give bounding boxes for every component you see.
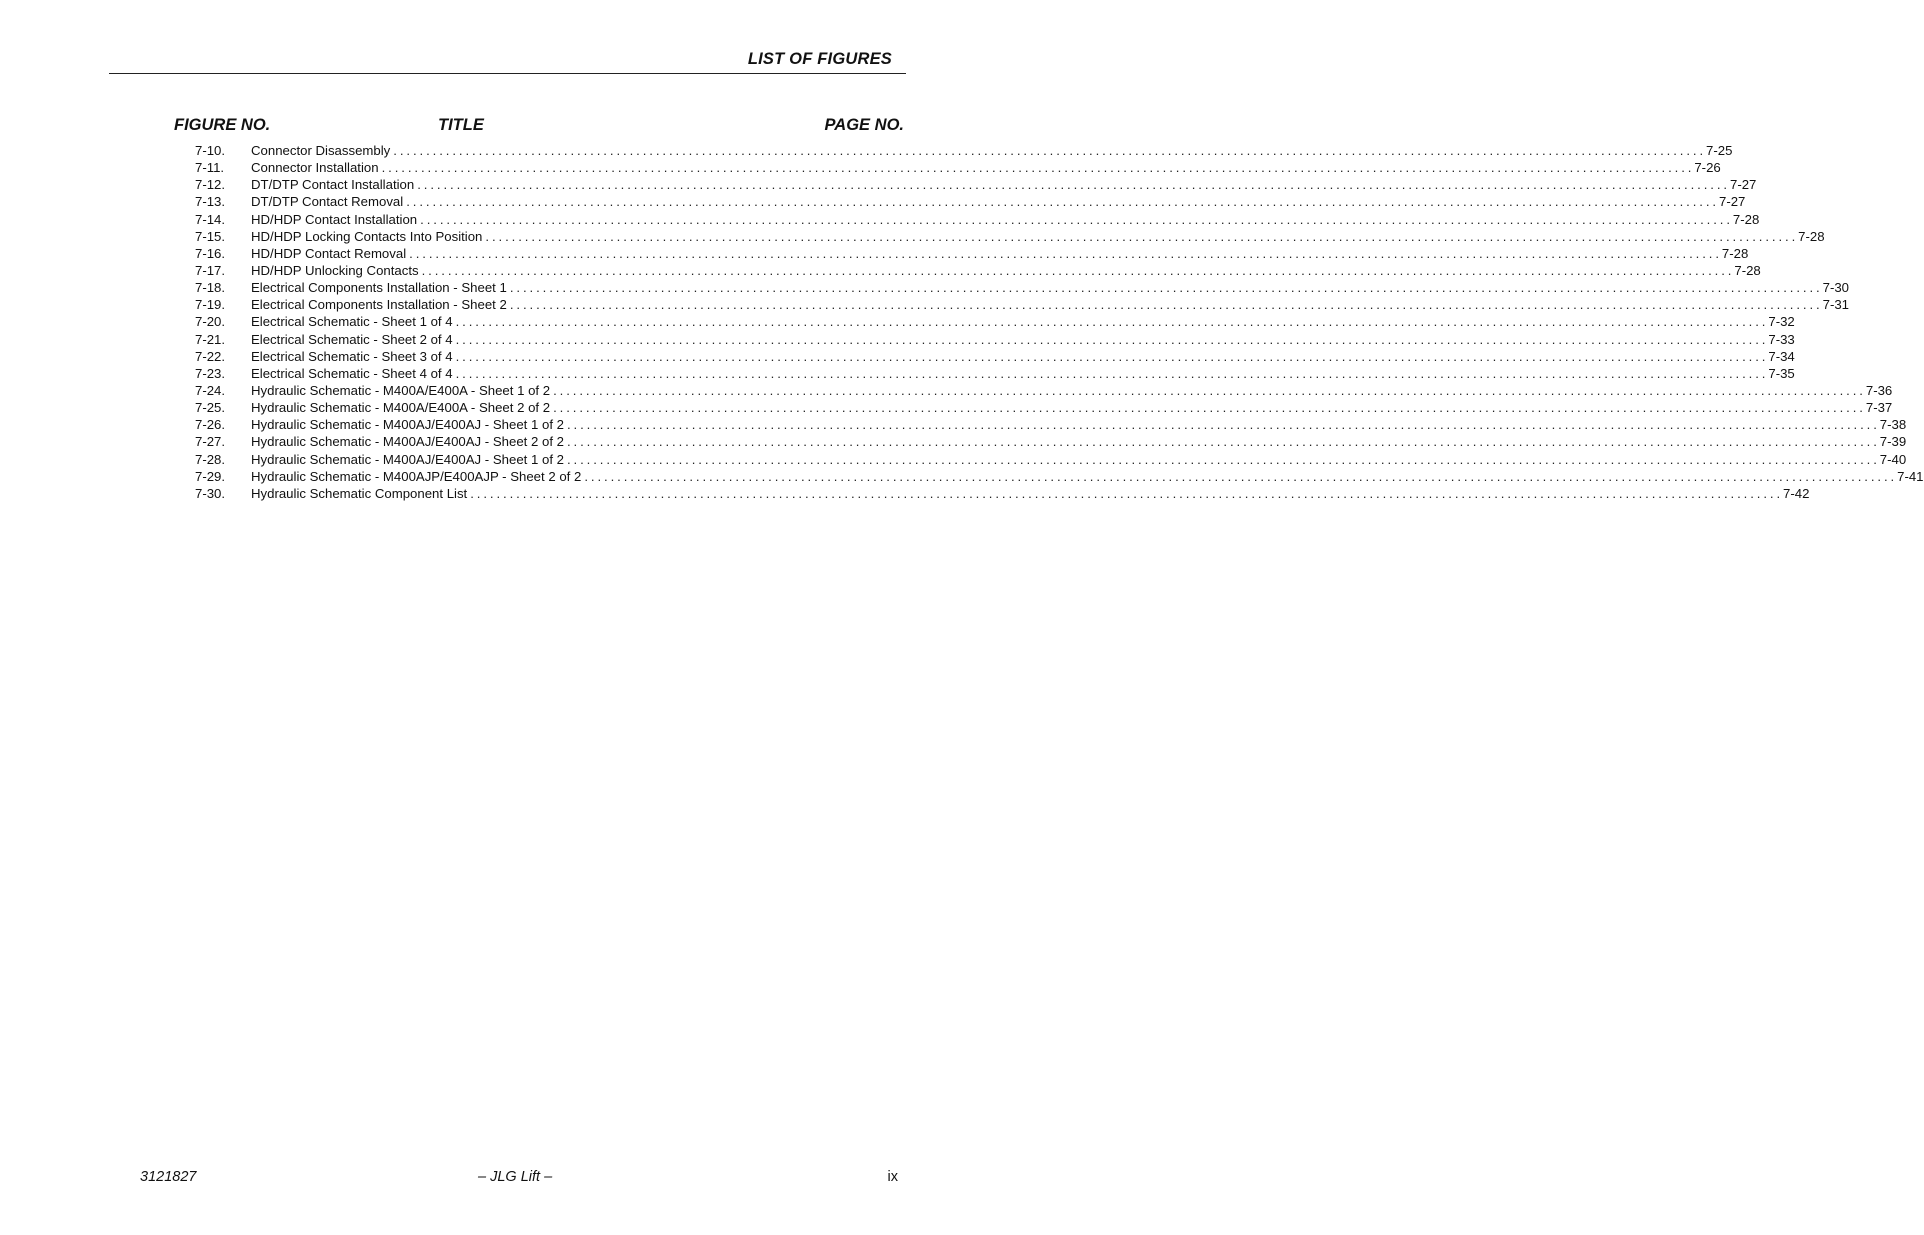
figure-entry[interactable]: [195, 314, 1795, 331]
figure-number: 7-19.: [195, 297, 226, 313]
figure-entry[interactable]: [195, 451, 1907, 469]
figure-entry[interactable]: [195, 485, 1810, 503]
figure-page-number: 7-33: [1768, 331, 1795, 347]
figure-number: 7-13.: [195, 194, 226, 210]
dot-leader: ........................................................................................................................................................................................................: [455, 348, 1769, 364]
figure-entry[interactable]: [195, 280, 1850, 297]
figure-page-number: 7-26: [1694, 160, 1721, 176]
figure-page-number: 7-28: [1721, 245, 1749, 261]
figure-number: 7-28.: [195, 451, 226, 467]
figure-title: Hydraulic Schematic - M400AJ/E400AJ - Sheet 2 of 2: [251, 434, 564, 450]
figure-entry[interactable]: [195, 382, 1893, 400]
figure-page-number: 7-38: [1879, 417, 1907, 433]
figure-title: Electrical Schematic - Sheet 1 of 4: [251, 314, 453, 330]
figure-number: 7-15.: [195, 228, 226, 244]
figure-page-number: 7-27: [1718, 194, 1746, 210]
figure-number: 7-17.: [195, 262, 226, 278]
figure-number: 7-14.: [195, 211, 226, 227]
figure-entry[interactable]: [195, 468, 1924, 486]
figure-number: 7-12.: [195, 177, 226, 193]
figure-page-number: 7-42: [1783, 485, 1810, 501]
figure-title: Electrical Schematic - Sheet 2 of 4: [251, 331, 453, 347]
figure-title: HD/HDP Unlocking Contacts: [251, 262, 419, 278]
figure-page-number: 7-35: [1768, 365, 1795, 381]
dot-leader: ........................................................................................................................................................................................................: [509, 297, 1823, 313]
figure-page-number: 7-27: [1729, 177, 1757, 193]
figure-list: [195, 143, 1924, 503]
figure-title: Electrical Schematic - Sheet 4 of 4: [251, 365, 453, 381]
figure-title: Electrical Schematic - Sheet 3 of 4: [251, 348, 453, 364]
figure-number: 7-24.: [195, 382, 226, 398]
dot-leader: ........................................................................................................................................................................................................: [381, 160, 1695, 176]
figure-page-number: 7-31: [1822, 297, 1850, 313]
figure-title: Hydraulic Schematic - M400AJ/E400AJ - Sheet 1 of 2: [251, 451, 564, 467]
figure-title: Hydraulic Schematic Component List: [251, 485, 468, 501]
figure-page-number: 7-28: [1798, 228, 1825, 244]
header-divider: [109, 73, 906, 74]
figure-entry[interactable]: [195, 160, 1721, 177]
dot-leader: ........................................................................................................................................................................................................: [455, 331, 1769, 347]
dot-leader: ........................................................................................................................................................................................................: [406, 194, 1719, 210]
figure-title: HD/HDP Locking Contacts Into Position: [251, 228, 483, 244]
footer-doc-number: 3121827: [140, 1169, 197, 1185]
dot-leader: ........................................................................................................................................................................................................: [509, 280, 1823, 296]
figure-entry[interactable]: [195, 400, 1893, 417]
figure-page-number: 7-30: [1822, 280, 1850, 296]
figure-page-number: 7-41: [1897, 468, 1924, 484]
figure-entry[interactable]: [195, 177, 1757, 194]
figure-entry[interactable]: [195, 297, 1850, 314]
dot-leader: ........................................................................................................................................................................................................: [485, 228, 1799, 244]
figure-page-number: 7-39: [1879, 434, 1907, 450]
figure-page-number: 7-37: [1865, 400, 1893, 416]
footer-page-number: ix: [887, 1169, 898, 1185]
figure-page-number: 7-40: [1879, 451, 1907, 467]
figure-number: 7-20.: [195, 314, 226, 330]
figure-page-number: 7-34: [1768, 348, 1795, 364]
figure-entry[interactable]: [195, 331, 1795, 349]
figure-page-number: 7-36: [1865, 382, 1893, 398]
figure-entry[interactable]: [195, 348, 1795, 366]
dot-leader: ........................................................................................................................................................................................................: [553, 382, 1866, 398]
figure-title: DT/DTP Contact Installation: [251, 177, 415, 193]
figure-number: 7-22.: [195, 348, 226, 364]
figure-number: 7-23.: [195, 365, 226, 381]
figure-title: Hydraulic Schematic - M400A/E400A - Sheet 1 of 2: [251, 382, 551, 398]
dot-leader: ........................................................................................................................................................................................................: [584, 468, 1898, 484]
dot-leader: ........................................................................................................................................................................................................: [566, 434, 1880, 450]
column-header-page-no: PAGE NO.: [824, 116, 904, 134]
figure-number: 7-30.: [195, 485, 226, 501]
figure-title: Hydraulic Schematic - M400AJ/E400AJ - Sheet 1 of 2: [251, 417, 564, 433]
figure-number: 7-21.: [195, 331, 226, 347]
figure-page-number: 7-25: [1706, 143, 1733, 158]
dot-leader: ........................................................................................................................................................................................................: [393, 143, 1707, 158]
dot-leader: ........................................................................................................................................................................................................: [455, 365, 1769, 381]
figure-entry[interactable]: [195, 245, 1749, 263]
figure-number: 7-11.: [195, 160, 225, 176]
figure-entry[interactable]: [195, 434, 1907, 451]
dot-leader: ........................................................................................................................................................................................................: [566, 417, 1880, 433]
dot-leader: ........................................................................................................................................................................................................: [421, 262, 1735, 278]
figure-entry[interactable]: [195, 417, 1907, 434]
figure-number: 7-25.: [195, 400, 226, 416]
page-header-title: LIST OF FIGURES: [747, 50, 892, 68]
dot-leader: ........................................................................................................................................................................................................: [470, 485, 1784, 501]
figure-title: Electrical Components Installation - Sheet 1: [251, 280, 507, 296]
figure-title: DT/DTP Contact Removal: [251, 194, 404, 210]
dot-leader: ........................................................................................................................................................................................................: [409, 245, 1722, 261]
figure-number: 7-26.: [195, 417, 226, 433]
figure-number: 7-18.: [195, 280, 226, 296]
figure-entry[interactable]: [195, 228, 1825, 246]
figure-title: Hydraulic Schematic - M400A/E400A - Sheet 2 of 2: [251, 400, 551, 416]
figure-entry[interactable]: [195, 211, 1760, 229]
figure-number: 7-29.: [195, 468, 226, 484]
dot-leader: ........................................................................................................................................................................................................: [420, 211, 1733, 227]
figure-number: 7-27.: [195, 434, 226, 450]
figure-entry[interactable]: [195, 365, 1795, 383]
figure-title: Connector Installation: [251, 160, 379, 176]
figure-entry[interactable]: [195, 194, 1746, 211]
figure-number: 7-10.: [195, 143, 226, 158]
dot-leader: ........................................................................................................................................................................................................: [455, 314, 1769, 330]
figure-page-number: 7-28: [1734, 262, 1761, 278]
figure-title: Hydraulic Schematic - M400AJP/E400AJP - Sheet 2 of 2: [251, 468, 582, 484]
dot-leader: ........................................................................................................................................................................................................: [566, 451, 1880, 467]
column-header-figure-no: FIGURE NO.: [174, 116, 271, 134]
figure-title: Electrical Components Installation - Sheet 2: [251, 297, 507, 313]
dot-leader: ........................................................................................................................................................................................................: [417, 177, 1730, 193]
figure-entry[interactable]: [195, 143, 1733, 160]
figure-title: HD/HDP Contact Installation: [251, 211, 418, 227]
figure-entry[interactable]: [195, 262, 1761, 280]
footer-brand: – JLG Lift –: [478, 1169, 553, 1185]
column-header-title: TITLE: [438, 116, 484, 134]
figure-number: 7-16.: [195, 245, 226, 261]
dot-leader: ........................................................................................................................................................................................................: [553, 400, 1866, 416]
figure-title: Connector Disassembly: [251, 143, 391, 158]
figure-page-number: 7-28: [1732, 211, 1760, 227]
figure-title: HD/HDP Contact Removal: [251, 245, 407, 261]
figure-page-number: 7-32: [1768, 314, 1795, 330]
